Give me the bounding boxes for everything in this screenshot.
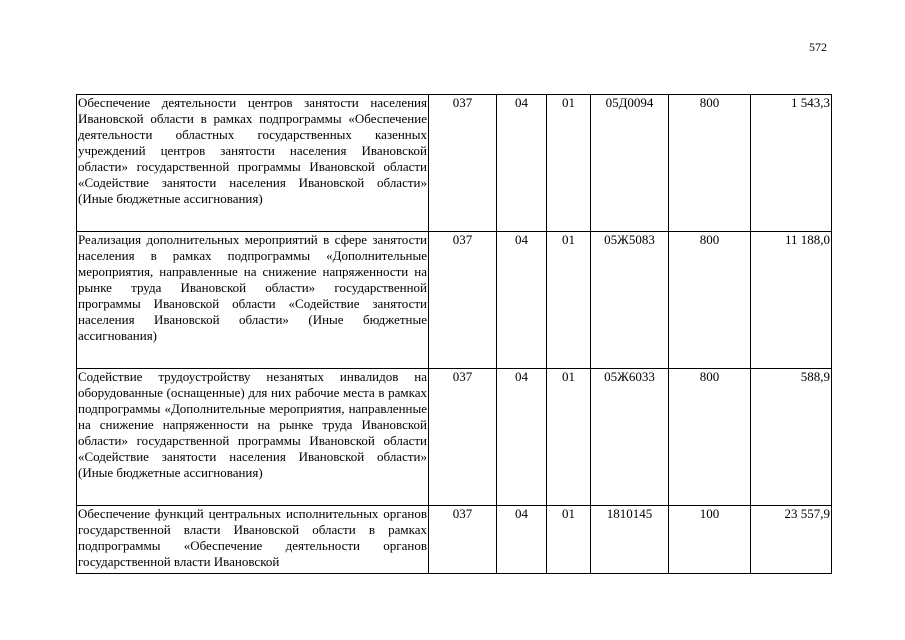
row-amount: 1 543,3 (751, 95, 832, 232)
row-description: Содействие трудоустройству незанятых инвалидов на оборудованные (оснащенные) для них рабочие места в рамках подпрограммы «Дополнительные мероприятия, направленные на снижение напряженности на рынке труда Ивановской области» государственной программы Ивановской области «Содействие занятости населения Ивановской области» (Иные бюджетные ассигнования) (77, 369, 429, 506)
row-target-code: 05Д0094 (591, 95, 669, 232)
row-subsection-code: 01 (547, 95, 591, 232)
row-section-code: 04 (497, 95, 547, 232)
row-amount: 23 557,9 (751, 506, 832, 574)
row-target-code: 05Ж6033 (591, 369, 669, 506)
row-expense-type: 100 (669, 506, 751, 574)
row-description: Реализация дополнительных мероприятий в сфере занятости населения в рамках подпрограммы «Дополнительные мероприятия, направленные на снижение напряженности на рынке труда Ивановской области» государственной программы Ивановской области «Содействие занятости населения Ивановской области» (Иные бюджетные ассигнования) (77, 232, 429, 369)
table-row (77, 232, 832, 369)
row-amount: 588,9 (751, 369, 832, 506)
row-section-code: 04 (497, 232, 547, 369)
row-expense-type: 800 (669, 95, 751, 232)
row-amount: 11 188,0 (751, 232, 832, 369)
row-ministry-code: 037 (429, 95, 497, 232)
table-row (77, 95, 832, 232)
row-expense-type: 800 (669, 232, 751, 369)
budget-table (76, 94, 832, 574)
row-target-code: 05Ж5083 (591, 232, 669, 369)
page-number: 572 (809, 40, 827, 54)
row-ministry-code: 037 (429, 506, 497, 574)
row-section-code: 04 (497, 369, 547, 506)
row-description: Обеспечение функций центральных исполнительных органов государственной власти Ивановской области в рамках подпрограммы «Обеспечение деятельности органов государственной власти Ивановской (77, 506, 429, 574)
row-ministry-code: 037 (429, 369, 497, 506)
row-expense-type: 800 (669, 369, 751, 506)
row-description: Обеспечение деятельности центров занятости населения Ивановской области в рамках подпрограммы «Обеспечение деятельности областных государственных казенных учреждений центров занятости населения Ивановской области» государственной программы Ивановской области «Содействие занятости населения Ивановской области» (Иные бюджетные ассигнования) (77, 95, 429, 232)
row-subsection-code: 01 (547, 369, 591, 506)
row-subsection-code: 01 (547, 506, 591, 574)
row-section-code: 04 (497, 506, 547, 574)
table-row (77, 369, 832, 506)
row-subsection-code: 01 (547, 232, 591, 369)
table-row (77, 506, 832, 574)
row-ministry-code: 037 (429, 232, 497, 369)
row-target-code: 1810145 (591, 506, 669, 574)
